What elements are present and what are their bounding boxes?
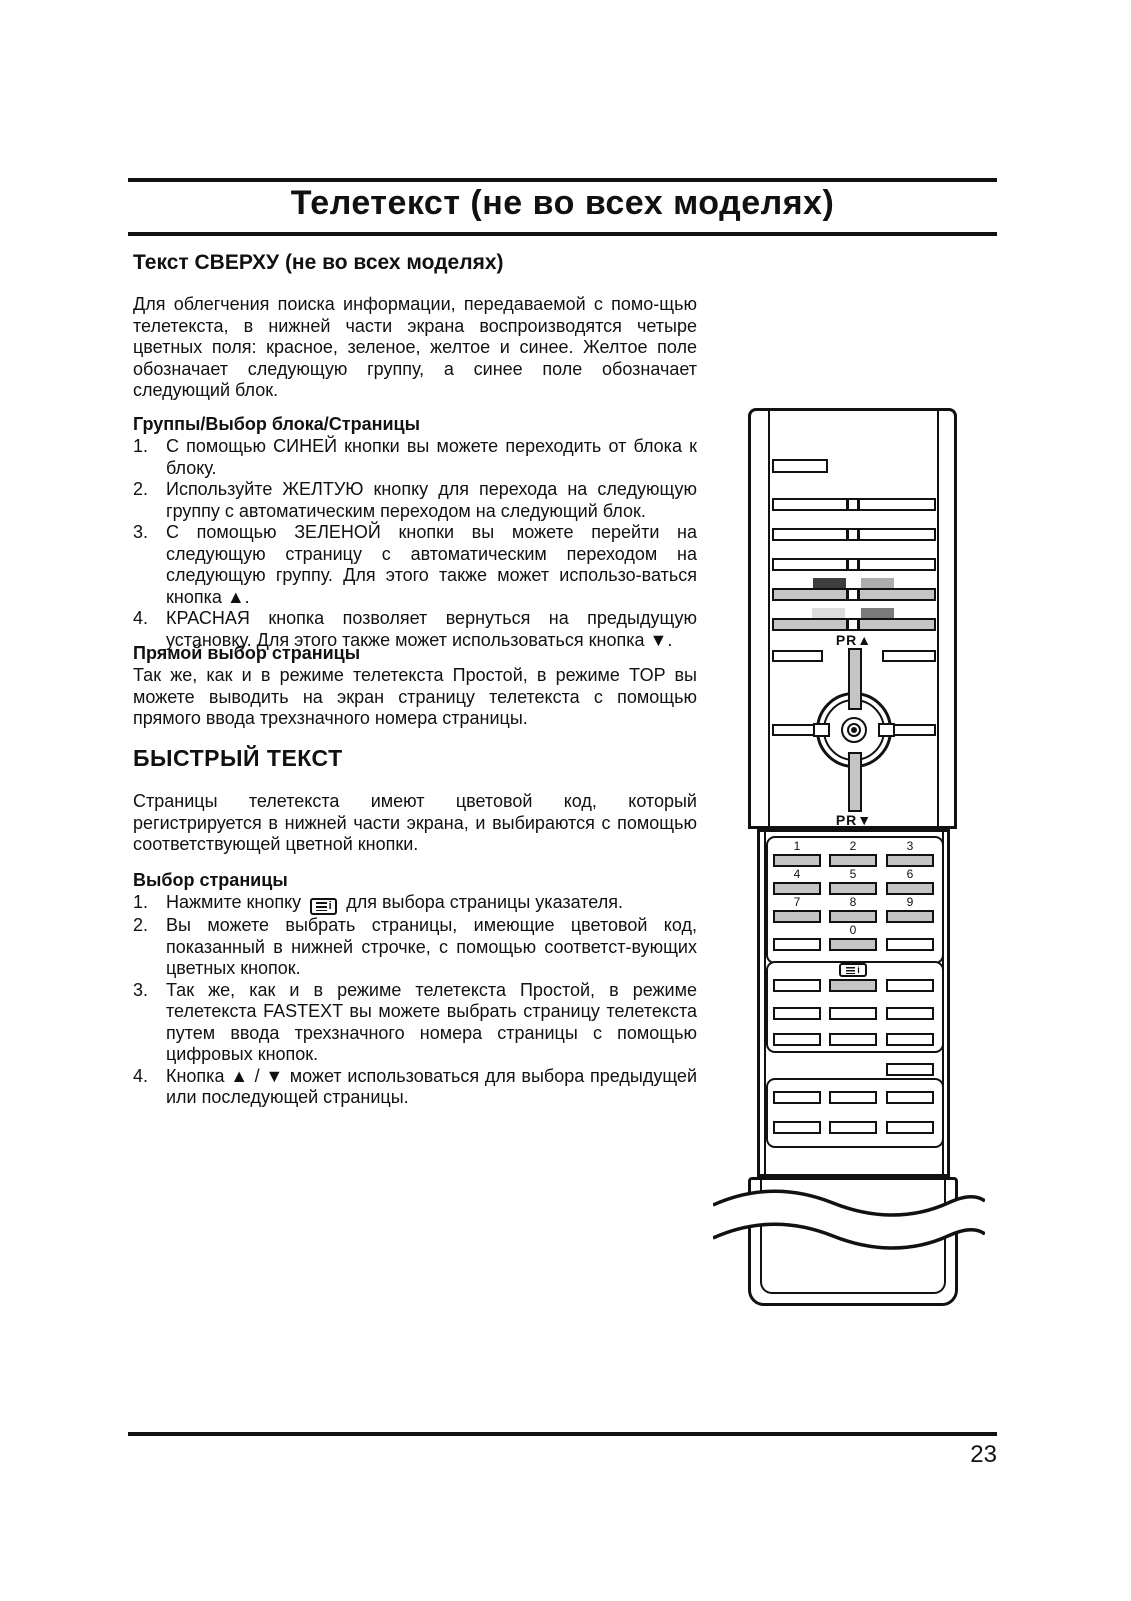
- remote-control-illustration: [713, 406, 985, 1306]
- remote-button: [773, 1007, 821, 1020]
- digit-button-8: [829, 910, 877, 923]
- page-number: 23: [970, 1441, 997, 1468]
- green-key-chip: [861, 578, 894, 588]
- list-item-number: 3.: [133, 979, 149, 1000]
- remote-left-rail: [768, 411, 770, 826]
- remote-color-button-row: [772, 618, 848, 631]
- digit-button-3: [886, 854, 934, 867]
- list-item: 4. КРАСНАЯ кнопка позволяет вернуться на предыдущую установку. Для этого также может использоваться кнопка ▼.: [133, 608, 697, 650]
- remote-button: [773, 1121, 821, 1134]
- numbered-list-groups: [133, 436, 697, 651]
- page-title: Телетекст (не во всех моделях): [290, 184, 835, 222]
- nav-left-pad: [813, 723, 830, 737]
- remote-button: [886, 1007, 934, 1020]
- remote-button: [886, 1063, 934, 1076]
- digit-label-5: 5: [849, 867, 857, 881]
- digit-button-1: [773, 854, 821, 867]
- remote-button: [886, 1033, 934, 1046]
- yellow-key-chip: [812, 608, 845, 618]
- digit-button-2: [829, 854, 877, 867]
- remote-button: [886, 1121, 934, 1134]
- teletext-lines-glyph: [846, 967, 855, 974]
- remote-button: [829, 1007, 877, 1020]
- blue-key-chip: [861, 608, 894, 618]
- teletext-index-icon: [310, 898, 337, 915]
- header-rule-bottom: [128, 232, 997, 236]
- remote-button: [829, 1033, 877, 1046]
- teletext-index-icon: [839, 963, 867, 977]
- list-item: 3. Так же, как и в режиме телетекста Простой, в режиме телетекста FASTEXT вы можете выбрать страницу телетекста путем ввода трехзначного номера страницы с помощью цифровых кнопок.: [133, 979, 697, 1064]
- teletext-i-glyph: i: [328, 900, 332, 912]
- list-item: 2. Вы можете выбрать страницы, имеющие цветовой код, показанный в нижней строчке, с помощью соответст-вующих цветных кнопок.: [133, 915, 697, 978]
- remote-button: [858, 528, 936, 541]
- remote-button: [886, 938, 934, 951]
- remote-button: [886, 979, 934, 992]
- list-item: 1. Нажмите кнопку i для выбора страницы указателя.: [133, 892, 697, 915]
- volume-right-key: [893, 724, 936, 736]
- remote-button: [829, 1121, 877, 1134]
- illustration-break-lines: [713, 1181, 985, 1259]
- volume-left-key: [772, 724, 816, 736]
- list-item-number: 4.: [133, 1065, 149, 1086]
- remote-button: [773, 938, 821, 951]
- remote-button: [773, 1091, 821, 1104]
- teletext-index-button: [829, 979, 877, 992]
- digit-button-4: [773, 882, 821, 895]
- section-heading-top-text: Текст СВЕРХУ (не во всех моделях): [133, 251, 504, 274]
- digit-label-0: 0: [849, 923, 857, 937]
- digit-label-2: 2: [849, 839, 857, 853]
- remote-right-rail: [937, 411, 939, 826]
- remote-button: [773, 1033, 821, 1046]
- paragraph-top-text-intro: Для облегчения поиска информации, передаваемой с помо-щью телетекста, в нижней части экрана воспроизводятся четыре цветных поля: красное, зеленое, желтое и синее. Желтое поле обозначает следующую группу, а синее поле обозначает следующий блок.: [133, 294, 697, 400]
- list-item-number: 2.: [133, 479, 149, 499]
- red-key-chip: [813, 578, 846, 588]
- header-rule-top: [128, 178, 997, 182]
- remote-button: [858, 558, 936, 571]
- digit-label-8: 8: [849, 895, 857, 909]
- list-item: 3. С помощью ЗЕЛЕНОЙ кнопки вы можете перейти на следующую страницу с автоматическим переходом на следующую группу. Для этого также может использо-ваться кнопка ▲.: [133, 522, 697, 607]
- bottom-panel: [766, 1078, 944, 1148]
- remote-power-button: [772, 459, 828, 473]
- section-heading-fastext: БЫСТРЫЙ ТЕКСТ: [133, 745, 343, 771]
- digit-button-9: [886, 910, 934, 923]
- remote-button: [886, 1091, 934, 1104]
- nav-center-dot: [851, 727, 857, 733]
- digit-button-5: [829, 882, 877, 895]
- footer-rule: [128, 1432, 997, 1436]
- paragraph-direct-select: Так же, как и в режиме телетекста Простой, в режиме TOP вы можете выводить на экран страницу телетекста с помощью прямого ввода трехзначного номера страницы.: [133, 665, 697, 728]
- list-item: 1. С помощью СИНЕЙ кнопки вы можете переходить от блока к блоку.: [133, 436, 697, 478]
- subheading-direct-select: Прямой выбор страницы: [133, 643, 361, 663]
- remote-color-button-row: [858, 618, 936, 631]
- list-item-number: 1.: [133, 892, 149, 912]
- paragraph-fastext-intro: Страницы телетекста имеют цветовой код, который регистрируется в нижней части экрана, и выбираются с помощью соответствующей цветной кнопки.: [133, 791, 697, 854]
- list-item: 4. Кнопка ▲ / ▼ может использоваться для выбора предыдущей или последующей страницы.: [133, 1065, 697, 1107]
- list-item-number: 3.: [133, 522, 149, 542]
- list-item: 2. Используйте ЖЕЛТУЮ кнопку для перехода на следующую группу с автоматическим переходом на следующий блок.: [133, 479, 697, 521]
- pr-up-label: PR▲: [835, 632, 873, 648]
- digit-button-6: [886, 882, 934, 895]
- digit-button-7: [773, 910, 821, 923]
- remote-button: [858, 498, 936, 511]
- numbered-list-page-select: [133, 892, 697, 1109]
- list-item-number: 2.: [133, 915, 149, 935]
- subheading-groups: Группы/Выбор блока/Страницы: [133, 414, 420, 434]
- remote-button: [773, 979, 821, 992]
- pr-up-key: [848, 648, 862, 710]
- digit-label-4: 4: [793, 867, 801, 881]
- digit-label-6: 6: [906, 867, 914, 881]
- digit-label-1: 1: [793, 839, 801, 853]
- pr-down-label: PR▼: [835, 812, 873, 828]
- remote-button: [772, 498, 848, 511]
- teletext-i-glyph: i: [857, 964, 860, 975]
- remote-button: [829, 1091, 877, 1104]
- digit-label-3: 3: [906, 839, 914, 853]
- list-item-number: 4.: [133, 608, 149, 628]
- list-item-number: 1.: [133, 436, 149, 456]
- digit-label-9: 9: [906, 895, 914, 909]
- teletext-lines-glyph: [316, 902, 327, 911]
- pr-down-key: [848, 752, 862, 812]
- digit-button-0: [829, 938, 877, 951]
- remote-color-button-row: [772, 588, 848, 601]
- remote-button: [882, 650, 936, 662]
- digit-label-7: 7: [793, 895, 801, 909]
- subheading-page-select: Выбор страницы: [133, 870, 288, 890]
- remote-button: [772, 558, 848, 571]
- remote-color-button-row: [858, 588, 936, 601]
- remote-button: [772, 528, 848, 541]
- remote-button: [772, 650, 823, 662]
